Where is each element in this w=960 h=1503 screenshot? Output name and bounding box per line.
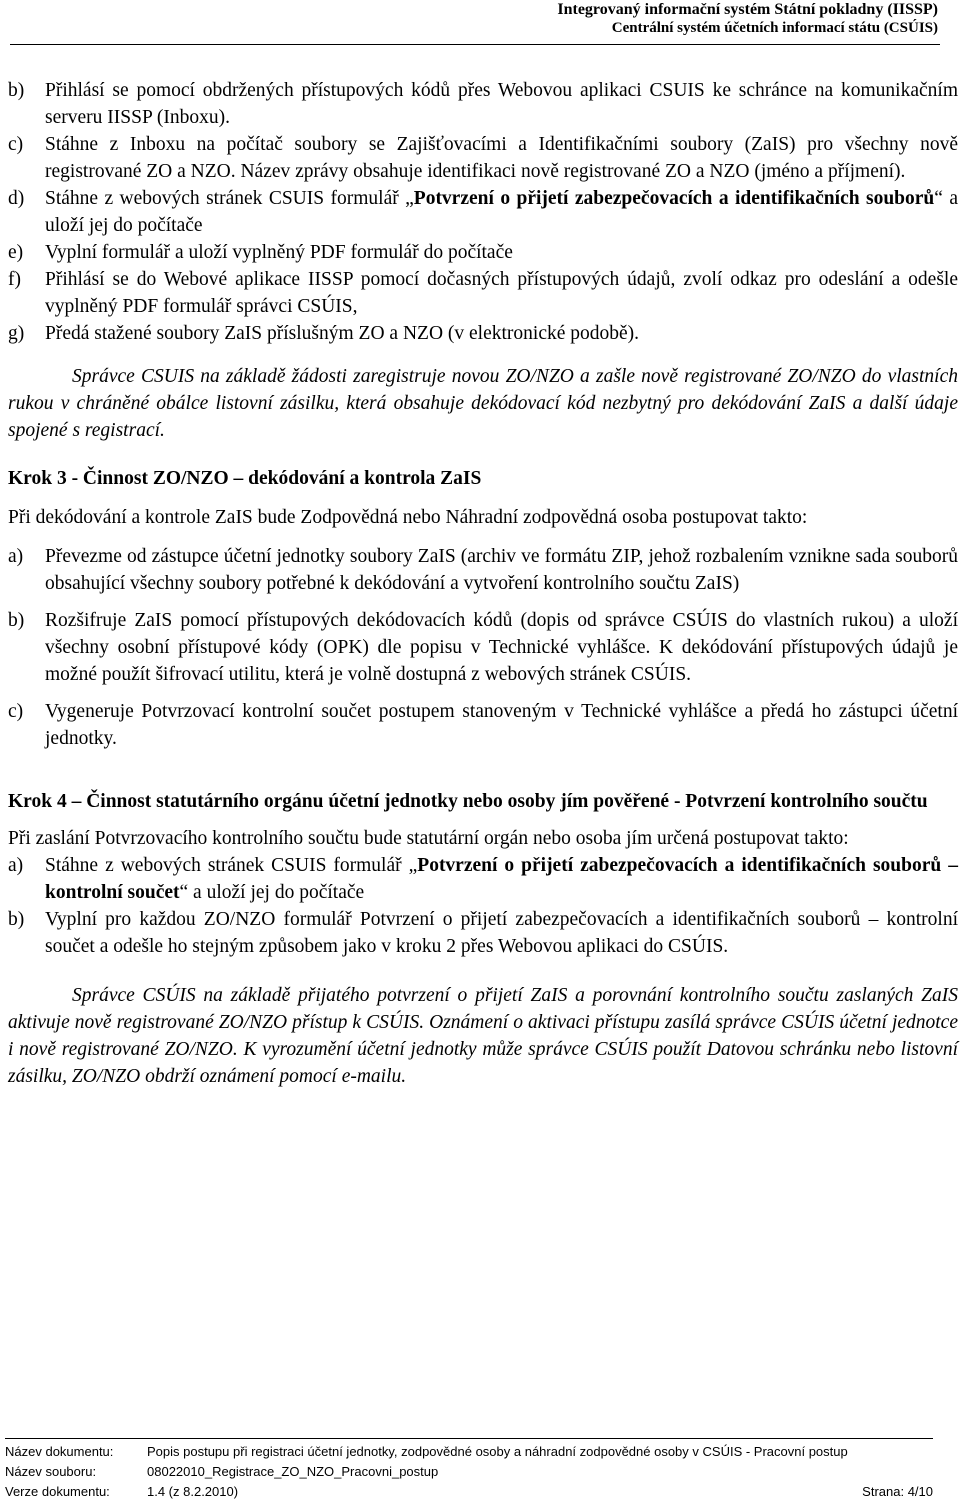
list-item: f) Přihlásí se do Webové aplikace IISSP pomocí dočasných přístupových údajů, zvolí odkaz pro odeslání a odešle vyplněný PDF formulář správci CSÚIS,	[8, 269, 958, 317]
krok-3-intro: Při dekódování a kontrole ZaIS bude Zodpovědná nebo Náhradní zodpovědná osoba postupovat takto:	[8, 507, 808, 528]
krok-4-intro: Při zaslání Potvrzovacího kontrolního součtu bude statutární orgán nebo osoba jím určená postupovat takto:	[8, 828, 849, 849]
steps-list-krok-3	[8, 543, 958, 752]
page-header	[557, 0, 938, 37]
page-number: Strana: 4/10	[862, 1484, 933, 1499]
header-system-name: Integrovaný informační systém Státní pokladny (IISSP)	[557, 1, 938, 18]
list-item: e) Vyplní formulář a uloží vyplněný PDF formulář do počítače	[8, 242, 513, 263]
list-item: g) Předá stažené soubory ZaIS příslušným ZO a NZO (v elektronické podobě).	[8, 323, 640, 344]
footer-divider	[5, 1438, 933, 1439]
admin-note-registration: Správce CSUIS na základě žádosti zaregistruje novou ZO/NZO a zašle nově registrované ZO/NZO do vlastních rukou v chráněné obálce listovní zásilku, která obsahuje dekódovací kód nezbytný pro dekódování ZaIS a další údaje spojené s registrací.	[8, 366, 958, 441]
list-item: c) Vygeneruje Potvrzovací kontrolní součet postupem stanoveným v Technické vyhlášce a předá ho zástupci účetní jednotky.	[8, 701, 958, 749]
list-item: d) Stáhne z webových stránek CSUIS formulář „Potvrzení o přijetí zabezpečovacích a identifikačních souborů“ a uloží jej do počítače	[8, 188, 958, 236]
admin-note-activation: Správce CSÚIS na základě přijatého potvrzení o přijetí ZaIS a porovnání kontrolního součtu zaslaných ZaIS aktivuje nově registrované ZO/NZO přístup k CSÚIS. Oznámení o aktivaci přístupu zasílá správce CSÚIS účetní jednotce i nově registrované ZO/NZO. K vyrozumění účetní jednotky může správce CSÚIS použít Datovou schránku nebo listovní zásilku, ZO/NZO obdrží oznámení pomocí e-mailu.	[8, 985, 958, 1087]
list-item: c) Stáhne z Inboxu na počítač soubory se Zajišťovacími a Identifikačními soubory (ZaIS) pro všechny nově registrované ZO a NZO. Název zprávy obsahuje identifikaci nově registrované ZO a NZO (jméno a příjmení).	[8, 134, 958, 182]
list-item: b) Rozšifruje ZaIS pomocí přístupových dekódovacích kódů (dopis od správce CSÚIS do vlastních rukou) a uloží všechny osobní přístupové kódy (OPK) dle popisu v Technické vyhlášce. K dekódování přístupových údajů je možné použít šifrovací utilitu, která je volně dostupná z webových stránek CSÚIS.	[8, 610, 958, 685]
document-body	[8, 77, 958, 1090]
heading-krok-3: Krok 3 - Činnost ZO/NZO – dekódování a kontrola ZaIS	[8, 468, 482, 489]
header-divider	[10, 44, 940, 45]
list-item: b) Vyplní pro každou ZO/NZO formulář Potvrzení o přijetí zabezpečovacích a identifikačních souborů – kontrolní součet a odešle ho stejným způsobem jako v kroku 2 přes Webovou aplikaci do CSÚIS.	[8, 909, 958, 957]
form-name: Potvrzení o přijetí zabezpečovacích a identifikačních souborů	[413, 188, 935, 209]
steps-list-1	[8, 77, 958, 347]
header-subsystem-name: Centrální systém účetních informací státu (CSÚIS)	[611, 20, 938, 36]
steps-list-krok-4	[8, 852, 958, 960]
heading-krok-4: Krok 4 – Činnost statutárního orgánu účetní jednotky nebo osoby jím pověřené - Potvrzení kontrolního součtu	[8, 791, 928, 812]
form-name: Potvrzení o přijetí zabezpečovacích a identifikačních souborů – kontrolní součet	[45, 855, 958, 903]
list-item: a) Stáhne z webových stránek CSUIS formulář „Potvrzení o přijetí zabezpečovacích a identifikačních souborů – kontrolní součet“ a uloží jej do počítače	[8, 855, 958, 903]
list-item: a) Převezme od zástupce účetní jednotky soubory ZaIS (archiv ve formátu ZIP, jehož rozbalením vznikne sada souborů obsahující všechny soubory potřebné k dekódování a vytvoření kontrolního součtu ZaIS)	[8, 546, 958, 594]
list-item: b) Přihlásí se pomocí obdržených přístupových kódů přes Webovou aplikaci CSUIS ke schránce na komunikačním serveru IISSP (Inboxu).	[8, 80, 958, 128]
